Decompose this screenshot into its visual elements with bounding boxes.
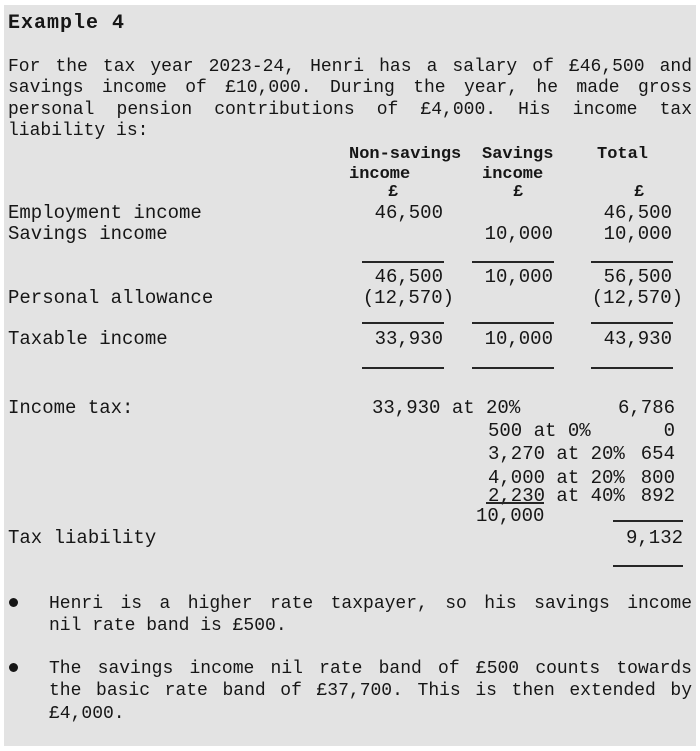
closing-rule-col2	[472, 367, 554, 369]
table-row	[4, 202, 696, 223]
band-rate: at 0%	[522, 420, 591, 442]
band-calc	[488, 420, 591, 442]
tax-liability-amount: 9,132	[625, 527, 683, 549]
band-rate: at 20%	[545, 467, 625, 489]
subtotal-rule-col2	[472, 261, 554, 263]
savings-value: 10,000	[484, 223, 553, 245]
income-tax-row	[4, 505, 696, 526]
total-value: 10,000	[603, 223, 672, 245]
tax-liability-row	[4, 527, 696, 548]
savings-value: 10,000	[484, 266, 553, 288]
non-savings-value: 46,500	[374, 266, 443, 288]
bullet-text	[49, 593, 692, 638]
bullet-line: £4,000.	[49, 703, 125, 724]
tax-amount: 6,786	[617, 397, 675, 419]
paragraph-line: savings income of £10,000. During the year, he made gross	[8, 78, 692, 99]
page	[4, 5, 696, 746]
savings-value: 10,000	[484, 328, 553, 350]
band-calc	[372, 397, 520, 419]
band-calc	[476, 505, 544, 527]
subtotal-rule-col3	[591, 261, 673, 263]
liability-rule-top	[613, 520, 683, 522]
bullet-text	[49, 658, 692, 725]
band-rate: at 40%	[545, 485, 625, 507]
closing-rule-col1	[362, 367, 444, 369]
paragraph-line: personal pension contributions of £4,000. His income tax	[8, 99, 692, 120]
bullet-line: The savings income nil rate band of £500 counts towards	[49, 659, 692, 679]
currency-symbol-col2: £	[513, 183, 524, 202]
income-tax-row	[4, 420, 696, 441]
band-rate: at 20%	[545, 443, 625, 465]
row-label: Income tax:	[8, 397, 134, 419]
tax-amount: 800	[640, 467, 675, 489]
taxable-rule-col2	[472, 322, 554, 324]
band-amount: 33,930	[372, 397, 441, 419]
non-savings-value: 46,500	[374, 202, 443, 224]
income-tax-row	[4, 397, 696, 418]
income-tax-row	[4, 443, 696, 464]
band-amount: 10,000	[476, 505, 545, 527]
currency-symbol-col1: £	[388, 183, 399, 202]
taxable-rule-col3	[591, 322, 673, 324]
table-row	[4, 287, 696, 308]
paragraph-line: For the tax year 2023-24, Henri has a salary of £46,500 and	[8, 57, 692, 77]
closing-rule-col3	[591, 367, 673, 369]
currency-symbol-col3: £	[634, 183, 645, 202]
savings-total-rule	[486, 502, 544, 504]
row-label: Taxable income	[8, 328, 168, 350]
table-row	[4, 223, 696, 244]
non-savings-value: 33,930	[374, 328, 443, 350]
band-amount: 3,270	[488, 443, 546, 465]
band-amount: 4,000	[488, 467, 546, 489]
band-calc	[488, 443, 625, 465]
paragraph-line: liability is:	[8, 121, 149, 142]
tax-amount: 654	[640, 443, 675, 465]
subtotal-rule-col1	[362, 261, 444, 263]
table-row-subtotal	[4, 266, 696, 287]
table-row	[4, 328, 696, 349]
liability-rule-bottom	[613, 565, 683, 567]
row-label: Personal allowance	[8, 287, 214, 309]
tax-amount: 0	[663, 420, 675, 442]
total-value: (12,570)	[591, 287, 683, 309]
band-rate: at 20%	[440, 397, 521, 419]
bullet-icon	[9, 663, 18, 672]
row-label: Savings income	[8, 223, 168, 245]
col-header-savings: Savings	[482, 145, 554, 164]
tax-amount: 892	[640, 485, 675, 507]
col-header-savings-2: income	[482, 165, 544, 184]
band-amount: 500	[488, 420, 523, 442]
band-amount: 2,230	[488, 485, 546, 507]
non-savings-value: (12,570)	[362, 287, 454, 309]
income-tax-row	[4, 485, 696, 506]
total-value: 43,930	[603, 328, 672, 350]
col-header-non-savings-2: income	[349, 165, 411, 184]
bullet-line: nil rate band is £500.	[49, 616, 287, 637]
page-title: Example 4	[8, 12, 126, 35]
intro-paragraph	[8, 57, 692, 143]
bullet-icon	[9, 598, 18, 607]
row-label: Employment income	[8, 202, 202, 224]
col-header-non-savings: Non-savings	[349, 145, 462, 164]
total-value: 56,500	[603, 266, 672, 288]
col-header-total: Total	[597, 145, 649, 164]
row-label: Tax liability	[8, 527, 157, 549]
taxable-rule-col1	[362, 322, 444, 324]
bullet-line: the basic rate band of £37,700. This is then extended by	[49, 681, 692, 702]
total-value: 46,500	[603, 202, 672, 224]
bullet-line: Henri is a higher rate taxpayer, so his savings income	[49, 594, 692, 614]
